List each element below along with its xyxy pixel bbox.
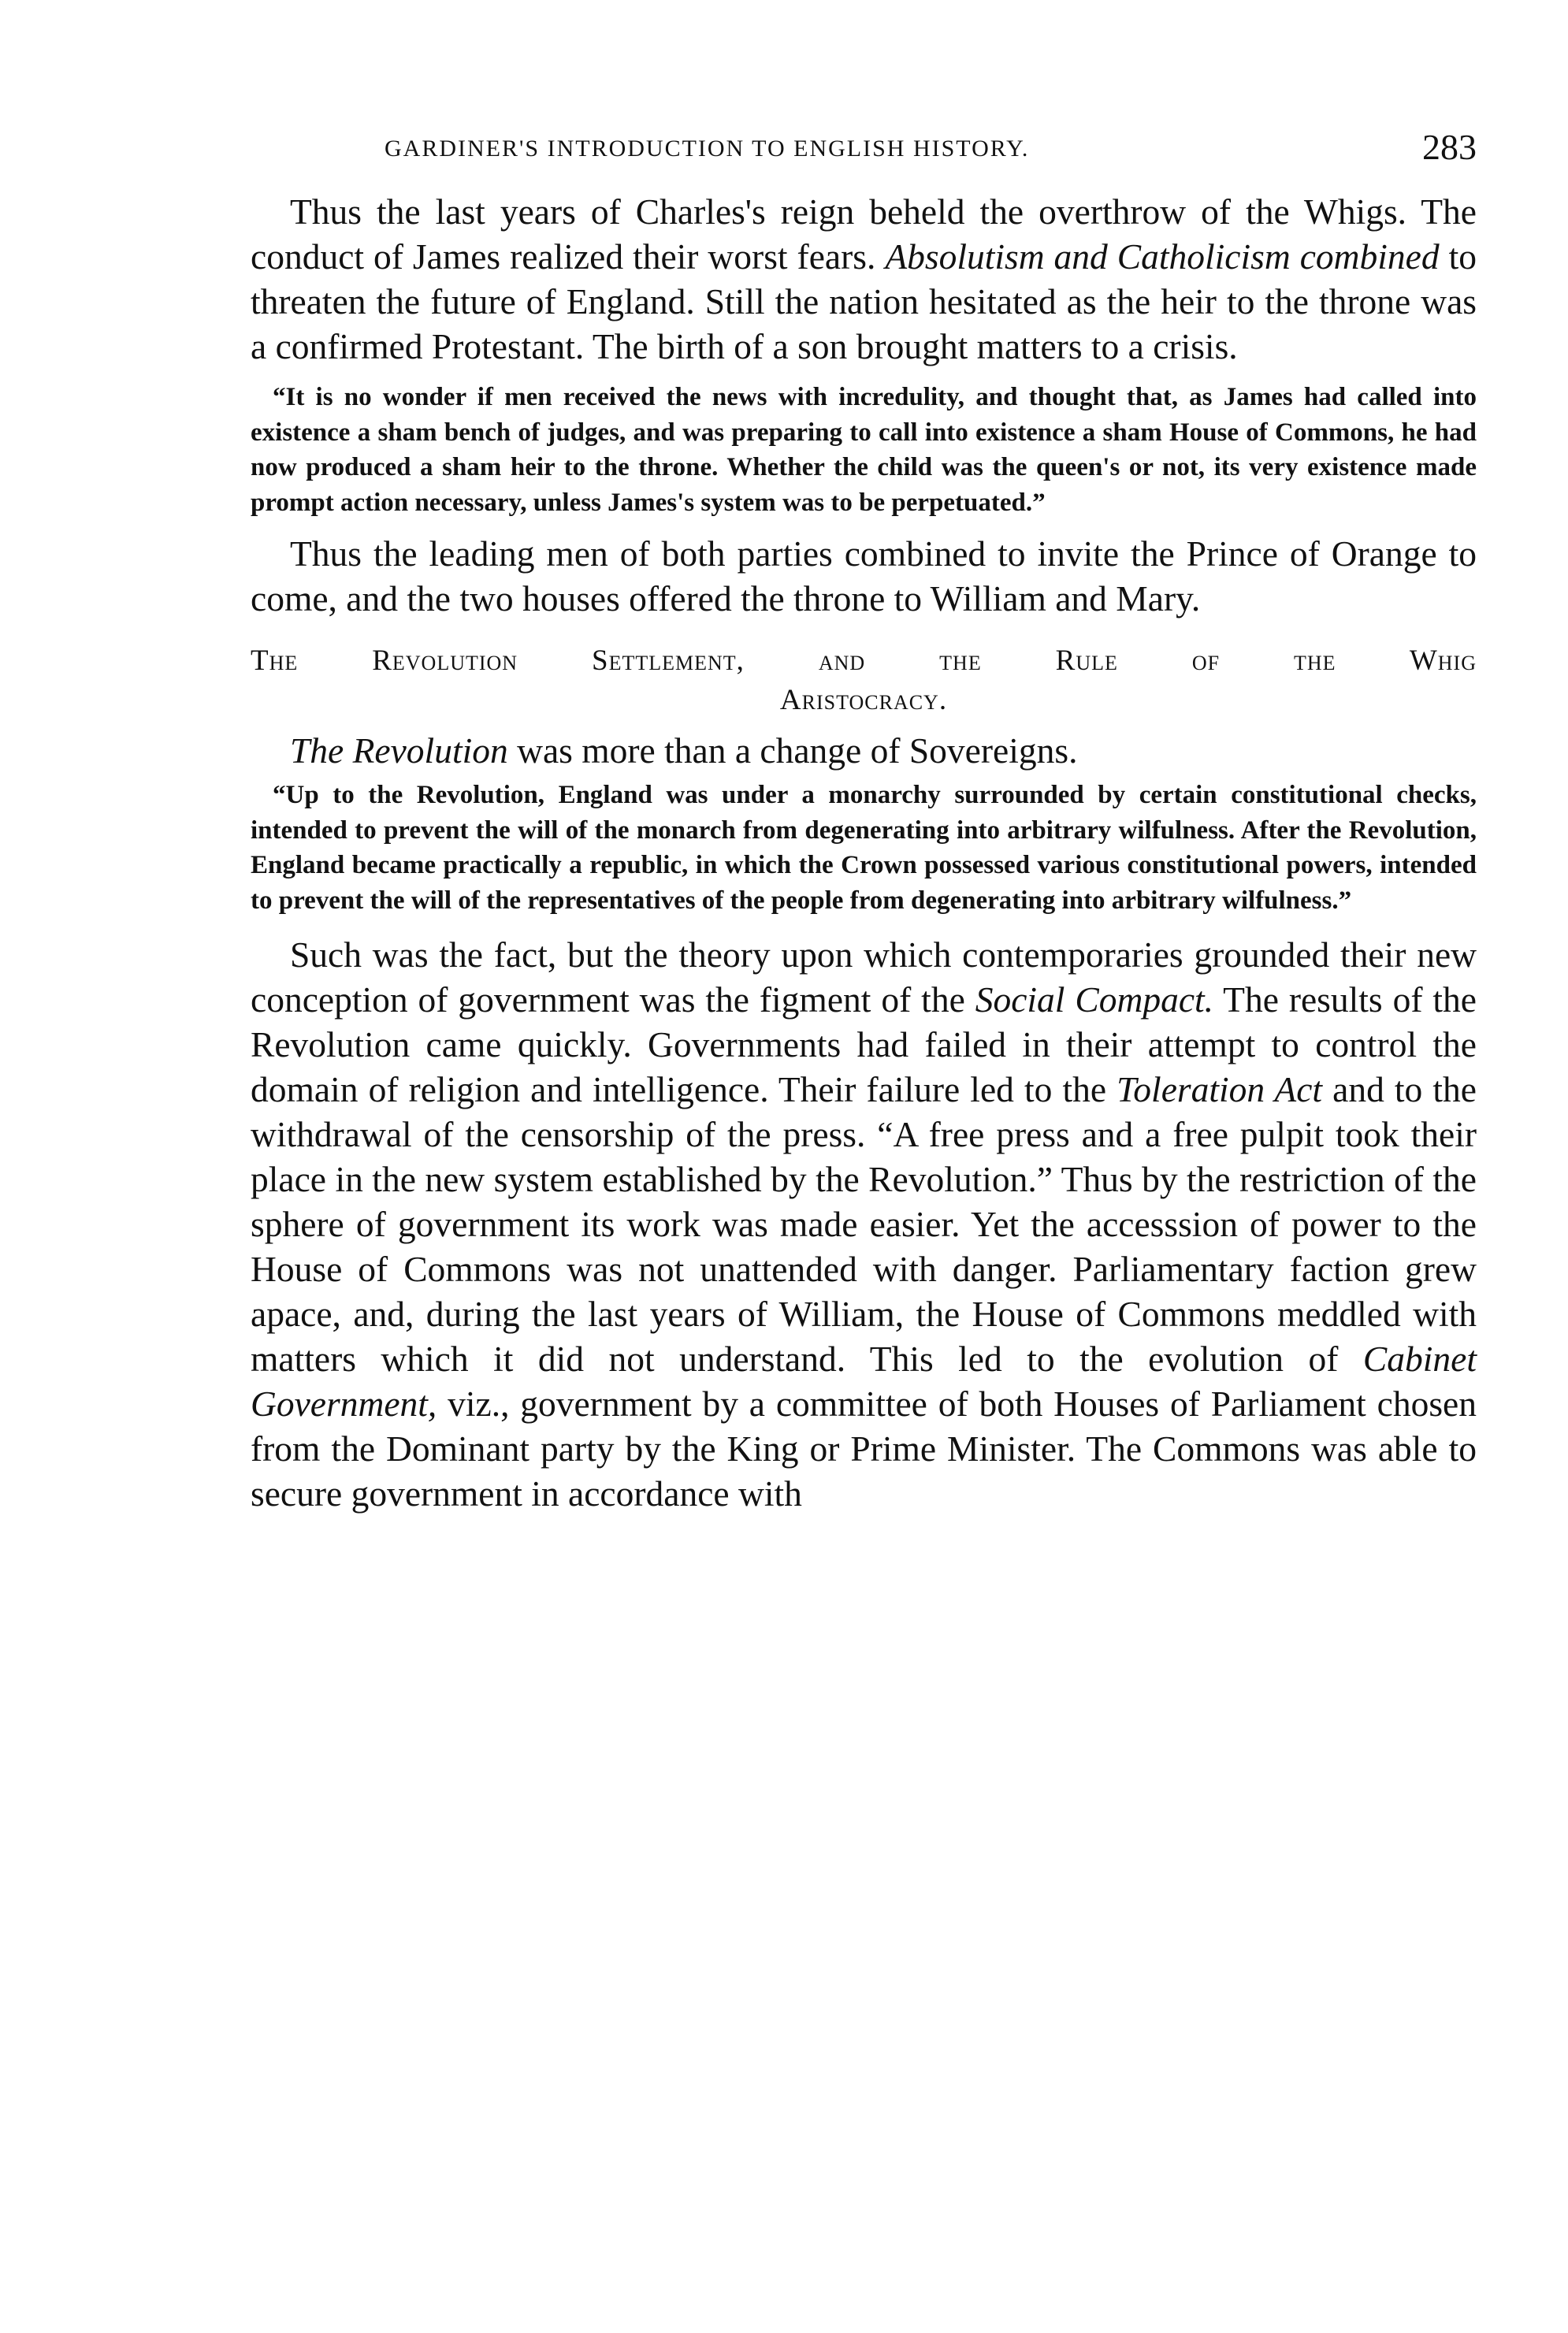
italic-text: Social Compact. — [975, 979, 1214, 1020]
heading-line: The Revolution Settlement, and the Rule of the Whig — [251, 645, 1477, 677]
text-run: Thus the last years of Charles's reign beheld the overthrow of the Whigs. The conduct of James realized their worst fears. — [251, 191, 1477, 277]
italic-text: Cabinet Government, — [251, 1339, 1477, 1424]
italic-text: Absolutism and Catholicism combined — [885, 236, 1440, 277]
quote-sham-heir: “It is no wonder if men received the news with incredulity, and thought that, as James had called into existence a sham bench of judges, and was preparing to call into existence a sham House of Commons, he had now produced a sham heir to the throne. Whether the child was the queen's or not, its very existence made prompt action necessary, unless James's system was to be perpetuated.” — [251, 383, 1477, 517]
paragraph-social-compact — [251, 932, 1477, 1516]
quote-revolution-republic: “Up to the Revolution, England was under a monarchy surrounded by certain constitutional checks, intended to prevent the will of the monarch from degenerating into arbitrary wilfulness. After the Revolution, England became practically a republic, in which the Crown possessed various constitutional powers, intended to prevent the will of the representatives of the people from degenerating into arbitrary wilfulness.” — [251, 781, 1477, 915]
heading-line: Aristocracy. — [779, 684, 948, 716]
book-page — [251, 126, 1477, 1516]
page-number: 283 — [1422, 127, 1477, 167]
text-run: was more than a change of Sovereigns. — [507, 730, 1078, 771]
text-run: and to the withdrawal of the censorship of the press. “A free press and a free pulpit took their place in the new system established by the Revolution.” Thus by the restriction of the sphere of government its work was made easier. Yet the accesssion of power to the House of Commons was not unattended with danger. Parliamentary faction grew apace, and, during the last years of William, the House of Commons meddled with matters which it did not understand. This led to the evolution of — [251, 1069, 1477, 1379]
paragraph-charles-reign — [251, 189, 1477, 369]
running-header — [251, 126, 1477, 181]
paragraph-prince-of-orange: Thus the leading men of both parties combined to invite the Prince of Orange to come, and the two houses offered the throne to William and Mary. — [251, 533, 1477, 619]
text-run: Such was the fact, but the theory upon which contemporaries grounded their new conception of government was the figment of the — [251, 934, 1477, 1020]
italic-text: The Revolution — [290, 730, 508, 771]
text-run: The results of the Revolution came quickly. Governments had failed in their attempt to control the domain of religion and intelligence. Their failure led to the — [251, 979, 1477, 1109]
text-run: viz., government by a committee of both Houses of Parliament chosen from the Dominant party by the King or Prime Minister. The Commons was able to secure government in accordance with — [251, 1384, 1477, 1514]
section-heading — [251, 641, 1477, 720]
running-title: GARDINER'S INTRODUCTION TO ENGLISH HISTORY. — [385, 136, 1030, 162]
paragraph-revolution — [251, 728, 1477, 773]
text-run: to threaten the future of England. Still the nation hesitated as the heir to the throne was a confirmed Protestant. The birth of a son brought matters to a crisis. — [251, 236, 1477, 366]
italic-text: Toleration Act — [1117, 1069, 1323, 1109]
